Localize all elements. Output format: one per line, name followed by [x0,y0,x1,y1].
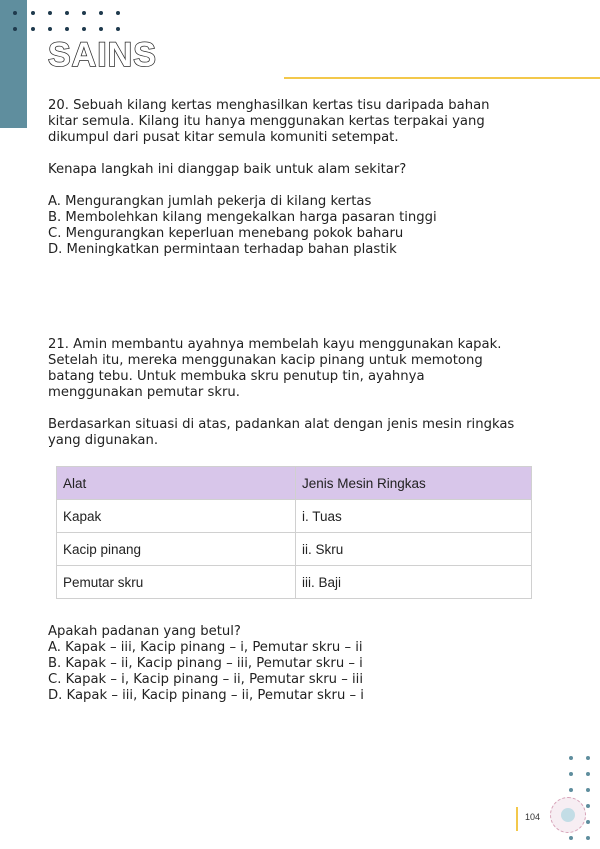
table-row [57,533,532,566]
q20-option-b: B. Membolehkan kilang mengekalkan harga pasaran tinggi [48,210,437,225]
publisher-logo [550,797,586,833]
table-row [57,500,532,533]
q21-option-d: D. Kapak – iii, Kacip pinang – ii, Pemutar skru – i [48,688,364,703]
table-cell: Pemutar skru [57,566,296,599]
question-20 [48,98,548,258]
q21-option-a: A. Kapak – iii, Kacip pinang – i, Pemutar skru – ii [48,640,363,655]
table-cell: Kapak [57,500,296,533]
q20-option-d: D. Meningkatkan permintaan terhadap bahan plastik [48,242,397,257]
table-row [57,566,532,599]
tool-machine-table [56,466,532,599]
q21-option-b: B. Kapak – ii, Kacip pinang – iii, Pemutar skru – i [48,656,363,671]
q21-option-c: C. Kapak – i, Kacip pinang – ii, Pemutar skru – iii [48,672,363,687]
q21-question: Apakah padanan yang betul? [48,624,241,639]
q20-stem-line: kitar semula. Kilang itu hanya menggunakan kertas terpakai yang [48,114,485,129]
question-21 [48,337,548,449]
q20-stem-line: dikumpul dari pusat kitar semula komuniti setempat. [48,130,399,145]
q20-option-c: C. Mengurangkan keperluan menebang pokok baharu [48,226,404,241]
table-cell: i. Tuas [296,500,532,533]
question-21-answers [48,624,548,704]
q20-question: Kenapa langkah ini dianggap baik untuk alam sekitar? [48,162,407,177]
table-header-row [57,467,532,500]
table-cell: iii. Baji [296,566,532,599]
page-number: 104 [525,812,541,822]
q21-stem-line: menggunakan pemutar skru. [48,385,240,400]
q21-stem-line: 21. Amin membantu ayahnya membelah kayu menggunakan kapak. [48,337,502,352]
q20-option-a: A. Mengurangkan jumlah pekerja di kilang kertas [48,194,372,209]
logo-globe-icon [561,808,575,822]
side-accent-bar [0,0,27,128]
page-title: SAINS [48,36,157,74]
header-alat: Alat [57,467,296,500]
table-cell: ii. Skru [296,533,532,566]
q21-instruction: Berdasarkan situasi di atas, padankan alat dengan jenis mesin ringkas [48,417,515,432]
q20-stem-line: 20. Sebuah kilang kertas menghasilkan kertas tisu daripada bahan [48,98,490,113]
title-underline [284,77,600,79]
header-jenis-mesin: Jenis Mesin Ringkas [296,467,532,500]
q21-stem-line: batang tebu. Untuk membuka skru penutup tin, ayahnya [48,369,425,384]
table-cell: Kacip pinang [57,533,296,566]
q21-instruction: yang digunakan. [48,433,159,448]
q21-stem-line: Setelah itu, mereka menggunakan kacip pinang untuk memotong [48,353,483,368]
